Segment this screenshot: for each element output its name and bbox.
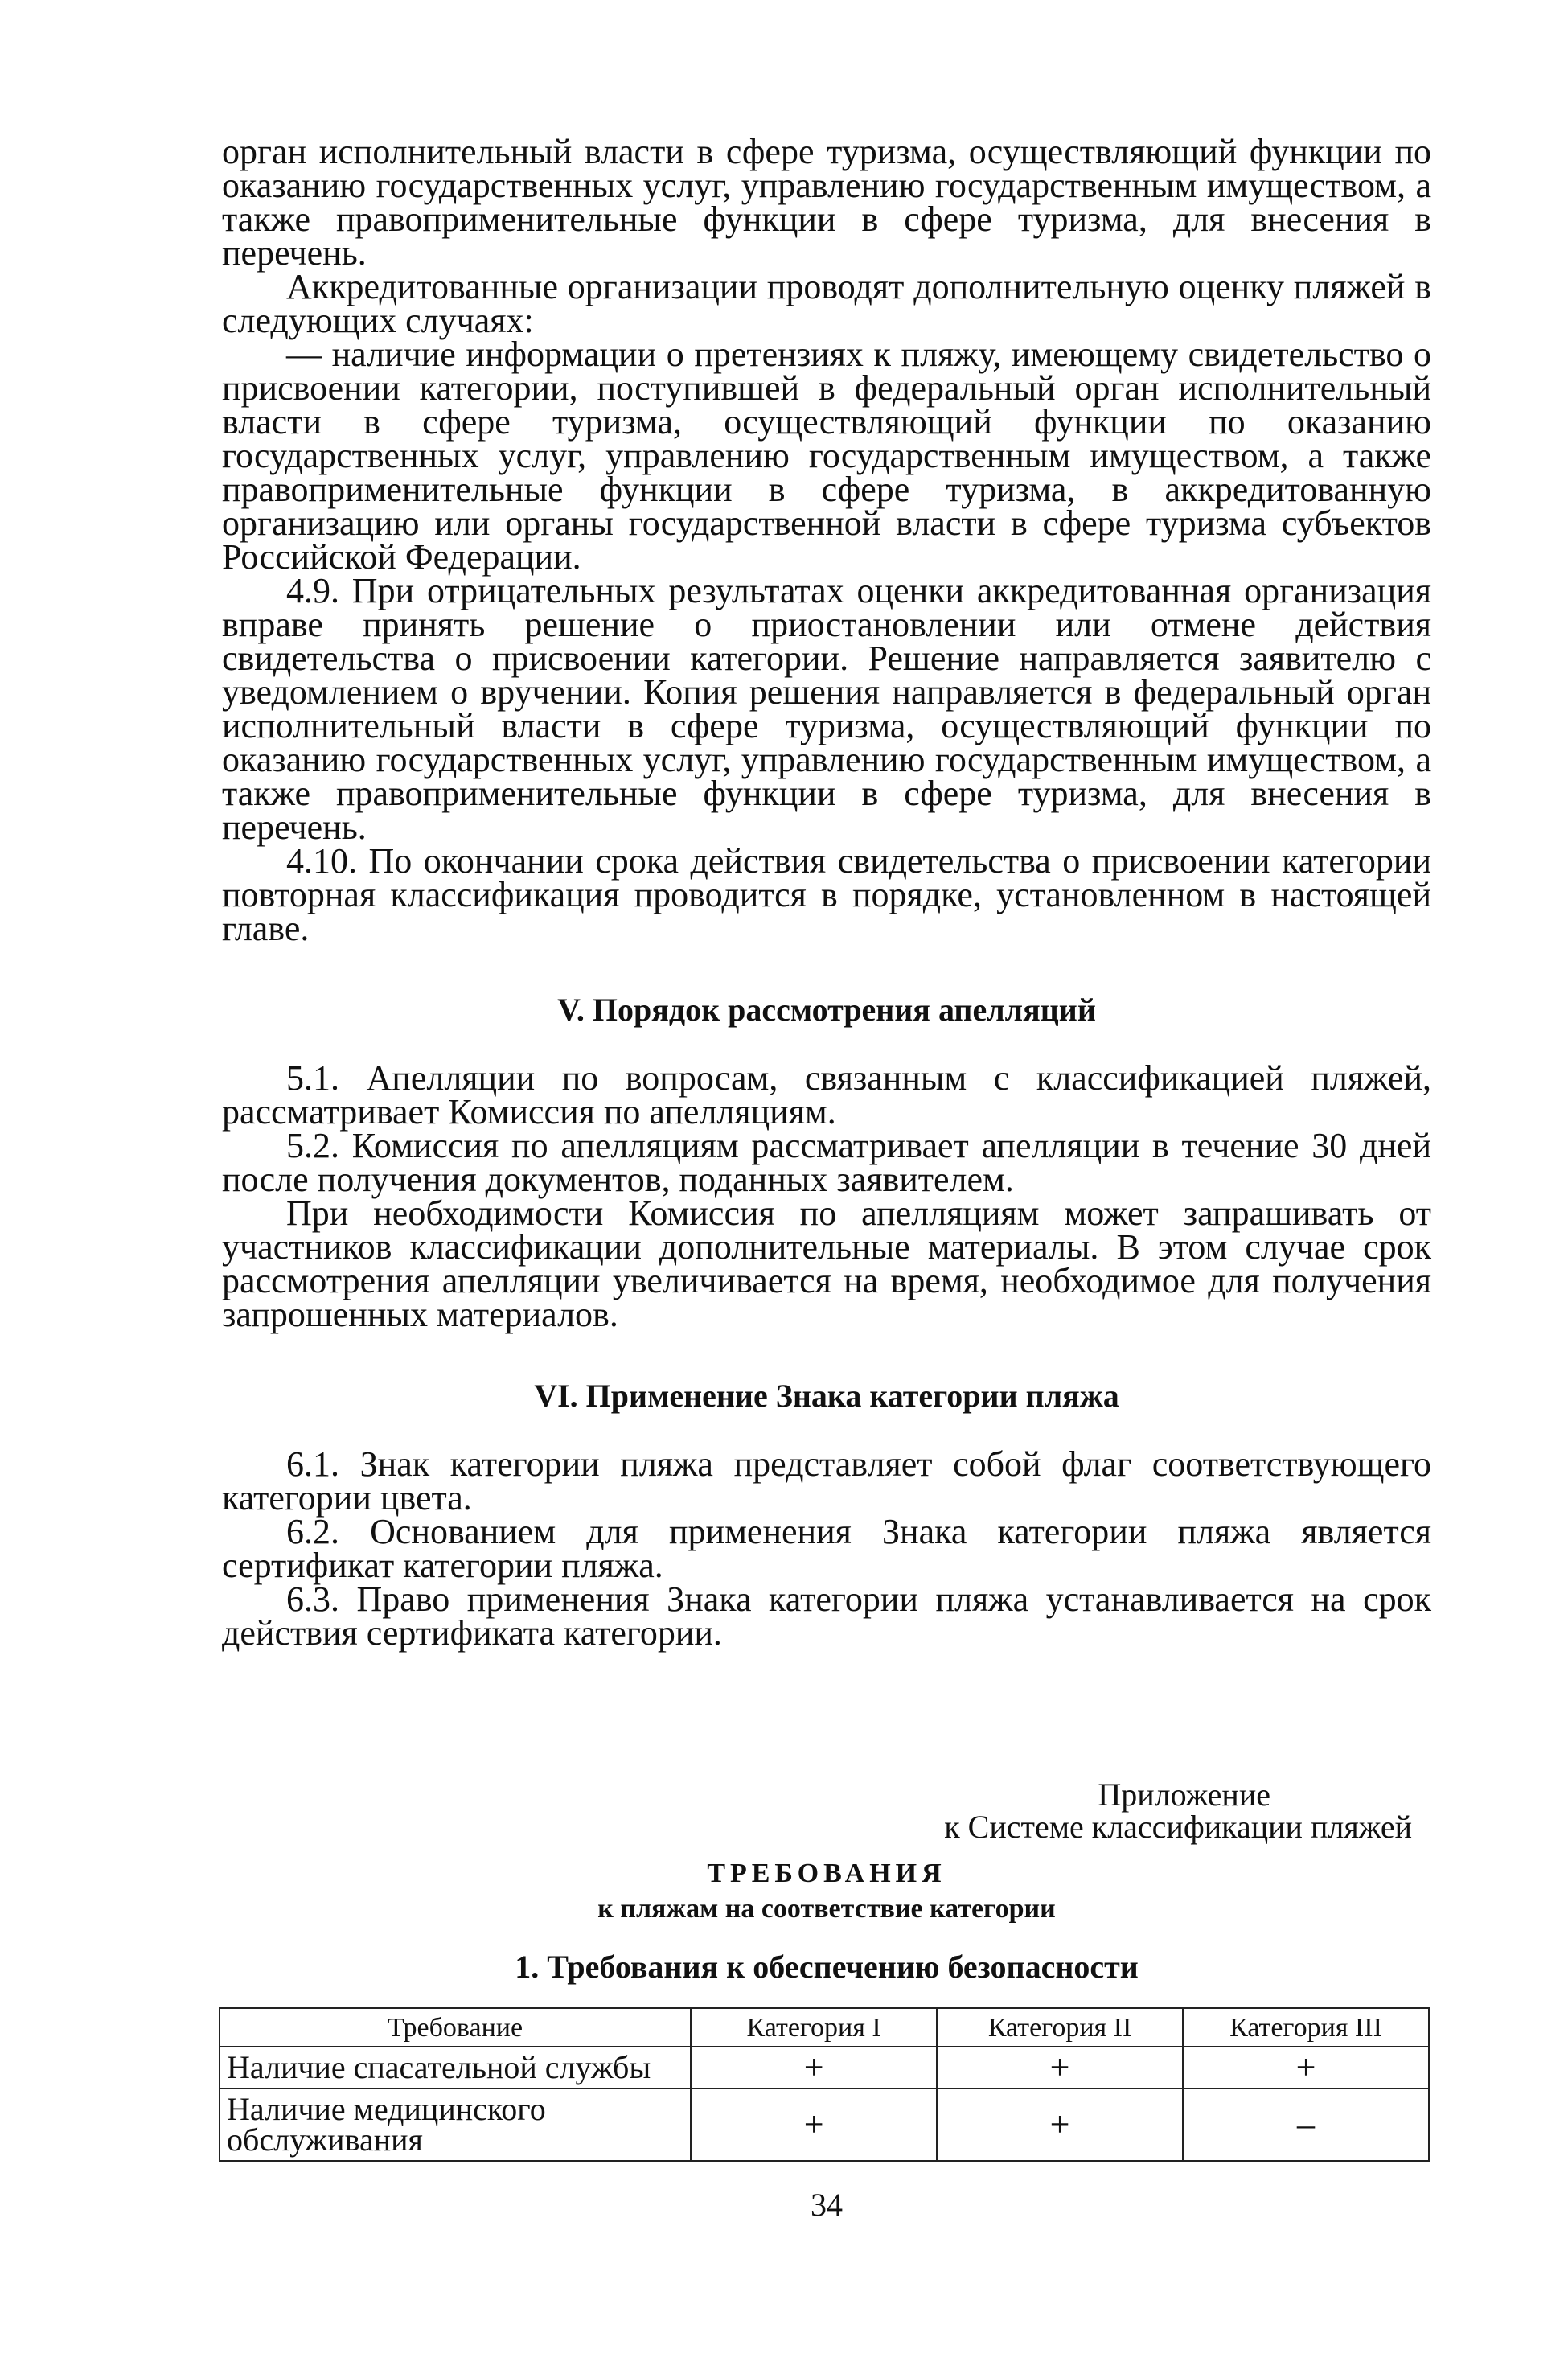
appendix-subtitle: к пляжам на соответствие категории: [597, 1894, 1056, 1924]
clause-6-3: 6.3. Право применения Знака категории пляжа устанавливается на срок действия сертификата категории.: [222, 1579, 1431, 1653]
table-heading: 1. Требования к обеспечению безопасности: [515, 1949, 1139, 1985]
table-row: [220, 2089, 1429, 2161]
row-category-1: +: [691, 2047, 937, 2089]
table-header-row: [220, 2008, 1429, 2047]
header-category-3: Категория III: [1183, 2008, 1429, 2047]
header-category-1: Категория I: [691, 2008, 937, 2047]
appendix-reference: к Системе классификации пляжей: [944, 1809, 1412, 1845]
row-requirement: Наличие спасательной службы: [220, 2047, 691, 2089]
row-category-3: –: [1183, 2089, 1429, 2161]
clause-5-1: 5.1. Апелляции по вопросам, связанным с классификацией пляжей, рассматривает Комиссия по апелляциям.: [222, 1058, 1431, 1132]
intro-paragraph-1: орган исполнительный власти в сфере туризма, осуществляющий функции по оказанию государственных услуг, управлению государственным имуществом, а также правоприменительные функции в сфере туризма, для внесения в перечень.: [222, 132, 1431, 273]
header-category-2: Категория II: [937, 2008, 1183, 2047]
section-6-heading: VI. Применение Знака категории пляжа: [534, 1378, 1119, 1414]
clause-6-1: 6.1. Знак категории пляжа представляет собой флаг соответствующего категории цвета.: [222, 1444, 1431, 1518]
clause-4-9: 4.9. При отрицательных результатах оценки аккредитованная организация вправе принять решение о приостановлении или отмене действия свидетельства о присвоении категории. Решение направляется заявителю с уведомлением о вручении. Копия решения направляется в федеральный орган исполнительный власти в сфере туризма, осуществляющий функции по оказанию государственных услуг, управлению государственным имуществом, а также правоприменительные функции в сфере туризма, для внесения в перечень.: [222, 571, 1431, 847]
appendix-label-block: [222, 1776, 1431, 1845]
page-number: 34: [811, 2187, 843, 2223]
row-category-3: +: [1183, 2047, 1429, 2089]
row-category-2: +: [937, 2047, 1183, 2089]
clause-4-10: 4.10. По окончании срока действия свидетельства о присвоении категории повторная классификация проводится в порядке, установленном в настоящей главе.: [222, 841, 1431, 948]
clause-5-2: 5.2. Комиссия по апелляциям рассматривает апелляции в течение 30 дней после получения документов, поданных заявителем.: [222, 1126, 1431, 1199]
requirements-table: [219, 2007, 1430, 2162]
intro-paragraph-3: — наличие информации о претензиях к пляжу, имеющему свидетельство о присвоении категории, поступившей в федеральный орган исполнительный власти в сфере туризма, осуществляющий функции по оказанию государственных услуг, управлению государственным имуществом, а также правоприменительные функции в сфере туризма, в аккредитованную организацию или органы государственной власти в сфере туризма субъектов Российской Федерации.: [222, 335, 1431, 577]
intro-paragraph-2: Аккредитованные организации проводят дополнительную оценку пляжей в следующих случаях:: [222, 267, 1431, 340]
table-row: [220, 2047, 1429, 2089]
header-requirement: Требование: [220, 2008, 691, 2047]
clause-5-2-note: При необходимости Комиссия по апелляциям может запрашивать от участников классификации дополнительные материалы. В этом случае срок рассмотрения апелляции увеличивается на время, необходимое для получения запрошенных материалов.: [222, 1193, 1431, 1334]
clause-6-2: 6.2. Основанием для применения Знака категории пляжа является сертификат категории пляжа.: [222, 1512, 1431, 1585]
section-5-heading: V. Порядок рассмотрения апелляций: [557, 992, 1096, 1028]
row-category-2: +: [937, 2089, 1183, 2161]
row-category-1: +: [691, 2089, 937, 2161]
row-requirement: Наличие медицинского обслуживания: [220, 2089, 691, 2161]
document-page: [222, 132, 1431, 2223]
appendix-label: Приложение: [1098, 1776, 1270, 1813]
appendix-title: ТРЕБОВАНИЯ: [707, 1859, 946, 1888]
